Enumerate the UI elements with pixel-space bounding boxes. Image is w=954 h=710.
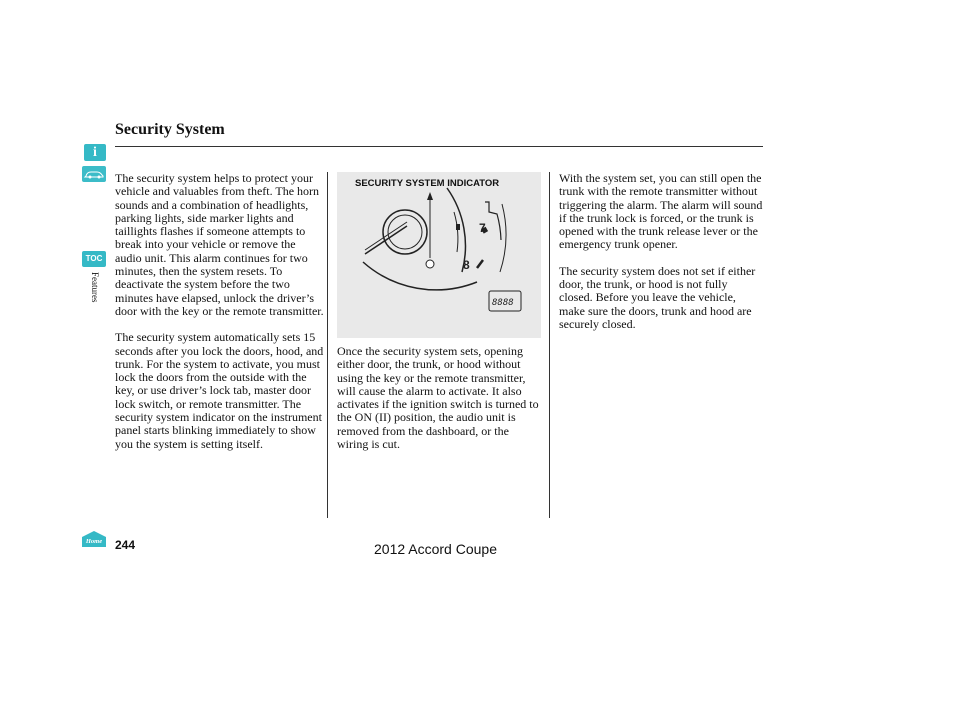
info-icon[interactable]: i: [84, 144, 106, 161]
paragraph: The security system does not set if either door, the trunk, or hood is not fully closed. Before you leave the vehicle, make sure the doors, trunk and hood are securely closed.: [559, 263, 756, 331]
text-column-1: [115, 172, 325, 464]
odometer-display: 8888: [492, 298, 514, 308]
paragraph: The security system automatically sets 15 seconds after you lock the doors, hood, and trunk. For the system to activate, you must lock the doors from the outside with the key, or use driver’s lock tab, master door lock switch, or remote transmitter. The security system indicator on the instrument panel starts blinking immediately to show you the system is setting itself.: [115, 330, 324, 451]
column-divider: [327, 172, 328, 518]
home-label: Home: [85, 538, 103, 545]
text-column-2: [337, 345, 542, 464]
toc-icon[interactable]: TOC: [82, 251, 106, 267]
gauge-tick-7: 7: [479, 221, 486, 235]
section-label: Features: [90, 272, 100, 303]
paragraph: Once the security system sets, opening either door, the trunk, or hood without using the key or the remote transmitter, will cause the alarm to activate. It also activates if the ignition switch is turned to the ON (II) position, the audio unit is removed from the dashboard, or the wiring is cut.: [337, 344, 539, 452]
paragraph: With the system set, you can still open the trunk with the remote transmitter without triggering the alarm. The alarm will sound if the trunk lock is forced, or the trunk is opened with the trunk release lever or the emergency trunk opener.: [559, 171, 763, 252]
figure-label: SECURITY SYSTEM INDICATOR: [355, 178, 500, 189]
title-divider: [115, 146, 763, 147]
footer-model: 2012 Accord Coupe: [374, 541, 497, 557]
home-button[interactable]: [81, 530, 107, 548]
security-indicator-figure: [337, 172, 541, 338]
gauge-illustration: [337, 172, 541, 338]
page-title: Security System: [115, 121, 225, 138]
column-divider: [549, 172, 550, 518]
car-icon[interactable]: [82, 166, 106, 182]
paragraph: The security system helps to protect your vehicle and valuables from theft. The horn sounds and a combination of headlights, parking lights, side marker lights and taillights flashes if someone attempts to break into your vehicle or remove the audio unit. This alarm continues for two minutes, then the system resets. To deactivate the system before the two minutes have elapsed, unlock the driver’s door with the key or the remote transmitter.: [115, 171, 324, 318]
page-number: 244: [115, 538, 136, 552]
gauge-tick-8: 8: [463, 258, 470, 272]
text-column-3: [559, 172, 763, 344]
